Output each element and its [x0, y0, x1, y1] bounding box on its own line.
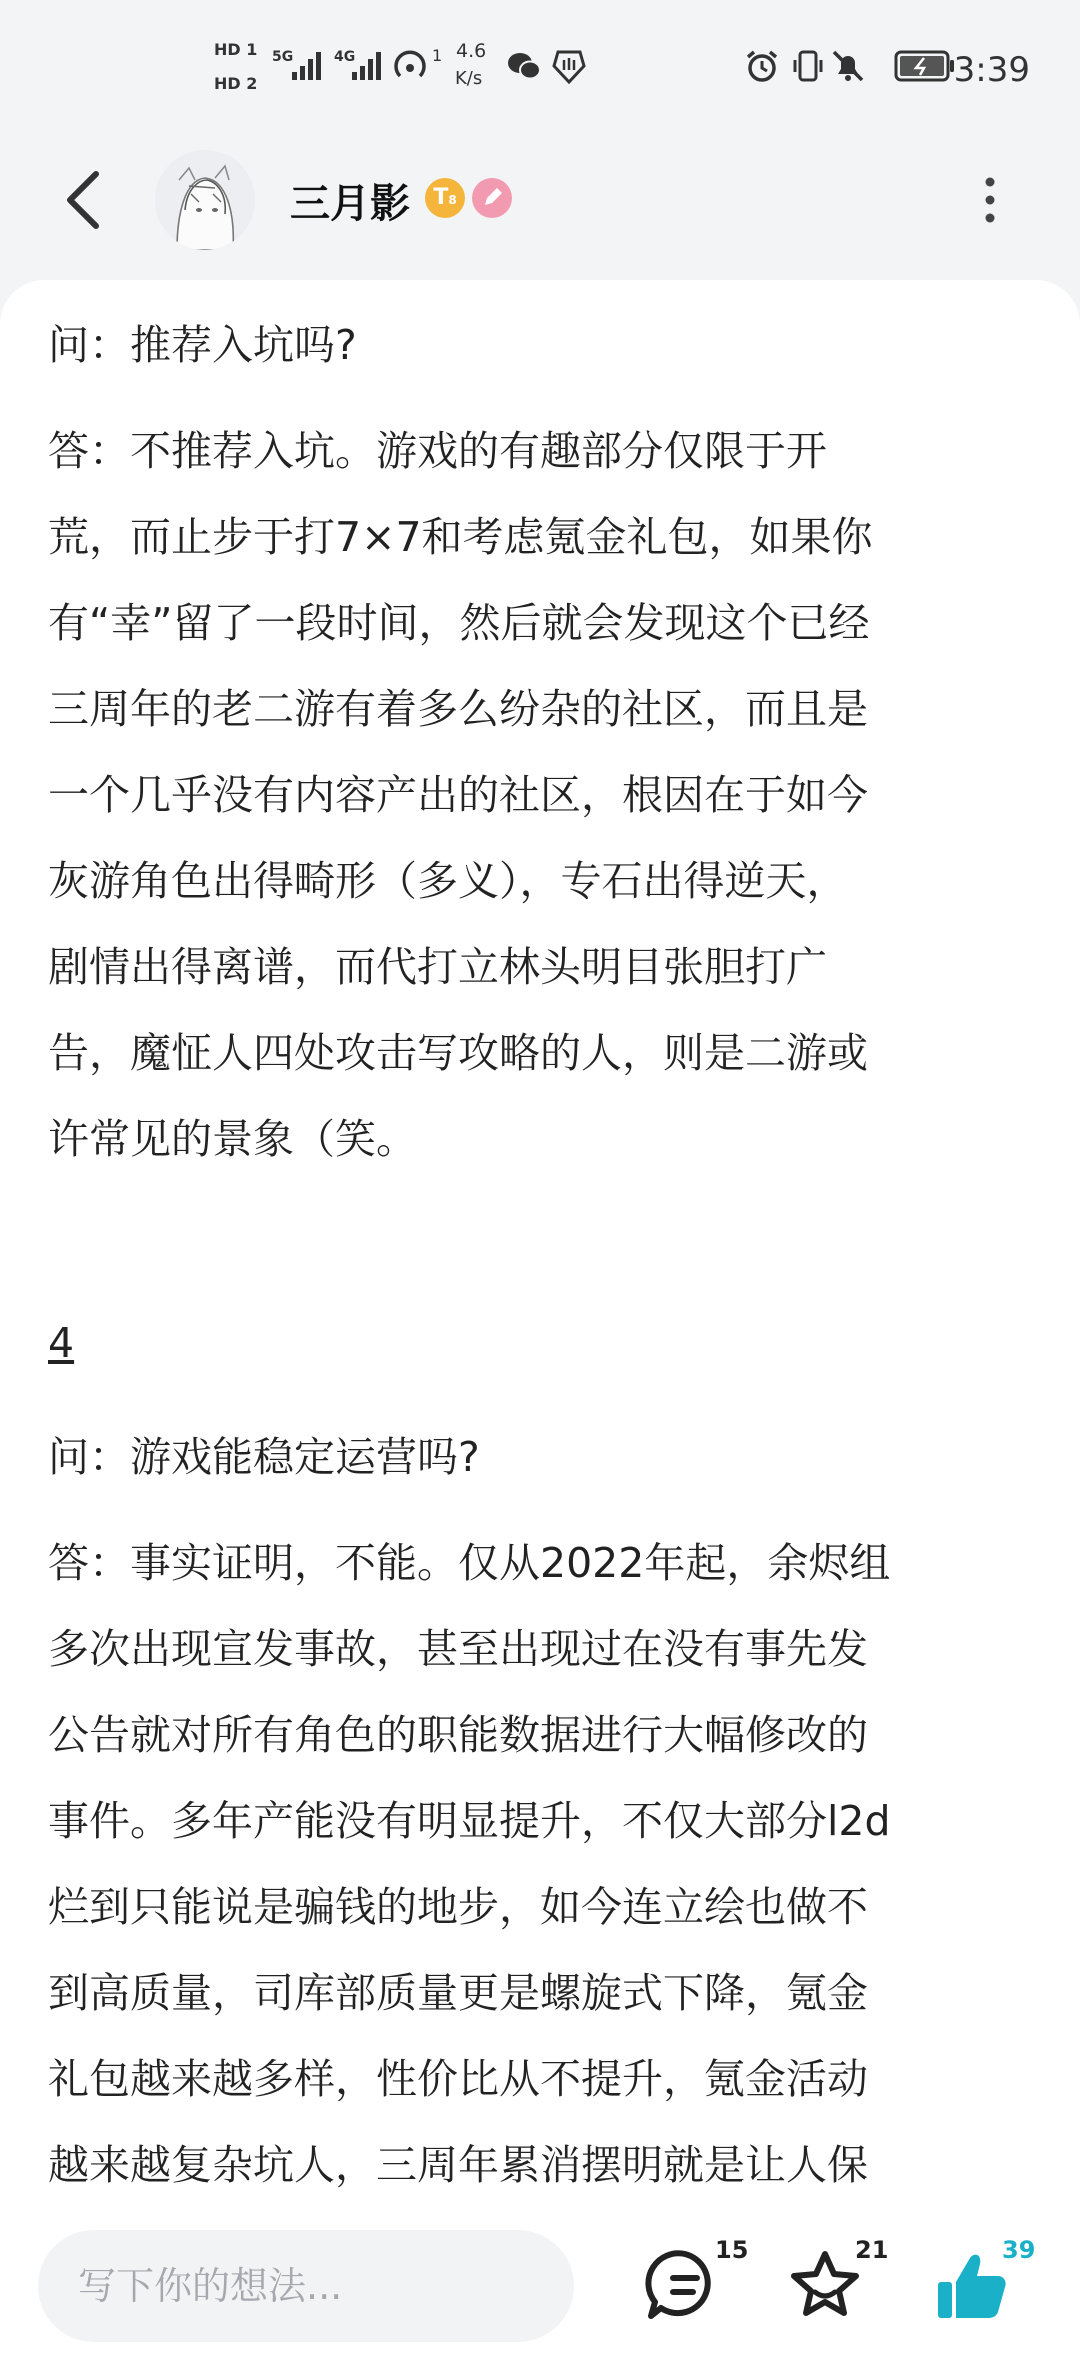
answer-3-line: 荒，而止步于打7×7和考虑氪金礼包，如果你 — [48, 513, 873, 561]
hotspot-icon — [392, 48, 432, 84]
level-badge — [425, 178, 465, 218]
author-name[interactable]: 三月影 — [290, 181, 410, 227]
hd1-label: HD 1 — [214, 40, 258, 59]
mute-bell-icon — [830, 48, 866, 84]
answer-3-line: 灰游角色出得畸形（多义），专石出得逆天， — [48, 857, 848, 905]
speed-unit: K/s — [455, 68, 483, 89]
alarm-icon — [744, 48, 780, 84]
answer-4-line: 越来越复杂坑人，三周年累消摆明就是让人保 — [48, 2141, 868, 2189]
post-content — [0, 280, 1080, 2200]
speed-value: 4.6 — [456, 40, 487, 62]
back-arrow-icon[interactable] — [54, 160, 114, 240]
question-3: 问：推荐入坑吗? — [48, 321, 357, 369]
answer-4-line: 烂到只能说是骗钱的地步，如今连立绘也做不 — [48, 1883, 868, 1931]
signal-bars-icon-2 — [350, 50, 382, 82]
status-bar — [0, 0, 1080, 130]
pencil-badge-icon — [472, 178, 512, 218]
hd2-label: HD 2 — [214, 74, 258, 93]
answer-4-line: 多次出现宣发事故，甚至出现过在没有事先发 — [48, 1625, 868, 1673]
answer-3-line: 有“幸”留了一段时间，然后就会发现这个已经 — [48, 599, 870, 647]
vibrate-icon — [790, 48, 826, 84]
app-notification-icon — [552, 48, 586, 84]
answer-4-line: 事件。多年产能没有明显提升，不仅大部分l2d — [48, 1797, 891, 1845]
network-5g-label: 5G — [272, 49, 294, 65]
answer-3-line: 三周年的老二游有着多么纷杂的社区，而且是 — [48, 685, 868, 733]
section-number: 4 — [48, 1319, 75, 1367]
answer-3-line: 答：不推荐入坑。游戏的有趣部分仅限于开 — [48, 427, 827, 475]
like-button[interactable] — [922, 2230, 1036, 2342]
answer-4-line: 到高质量，司库部质量更是螺旋式下降，氪金 — [48, 1969, 868, 2017]
favorite-button[interactable] — [775, 2230, 889, 2342]
pencil-icon — [472, 178, 512, 218]
signal-bars-icon — [290, 50, 322, 82]
answer-4-line: 礼包越来越多样，性价比从不提升，氪金活动 — [48, 2055, 868, 2103]
comment-button[interactable] — [635, 2230, 749, 2342]
bottom-action-bar — [0, 2200, 1080, 2376]
network-4g-label: 4G — [334, 49, 356, 65]
question-4: 问：游戏能稳定运营吗? — [48, 1433, 480, 1481]
like-count: 39 — [1002, 2236, 1036, 2264]
comment-input[interactable] — [38, 2230, 574, 2342]
level-badge-letter: T — [433, 185, 449, 210]
battery-icon — [894, 50, 956, 82]
answer-3-line: 告，魔怔人四处攻击写攻略的人，则是二游或 — [48, 1029, 868, 1077]
answer-3-line: 一个几乎没有内容产出的社区，根因在于如今 — [48, 771, 868, 819]
answer-3-line: 剧情出得离谱，而代打立林头明目张胆打广 — [48, 943, 827, 991]
author-avatar[interactable] — [155, 150, 255, 250]
avatar-image — [155, 150, 255, 250]
answer-3-line: 许常见的景象（笑。 — [48, 1115, 417, 1163]
hotspot-count: 1 — [432, 46, 443, 65]
favorite-count: 21 — [855, 2236, 889, 2264]
level-badge-sub: 8 — [448, 193, 457, 207]
clock: 3:39 — [953, 50, 1030, 90]
comment-count: 15 — [715, 2236, 749, 2264]
more-options-icon[interactable] — [970, 170, 1010, 230]
wechat-icon — [506, 50, 542, 82]
post-header — [0, 130, 1080, 280]
answer-4-line: 公告就对所有角色的职能数据进行大幅修改的 — [48, 1711, 868, 1759]
answer-4-line: 答：事实证明，不能。仅从2022年起，余烬组 — [48, 1539, 891, 1587]
